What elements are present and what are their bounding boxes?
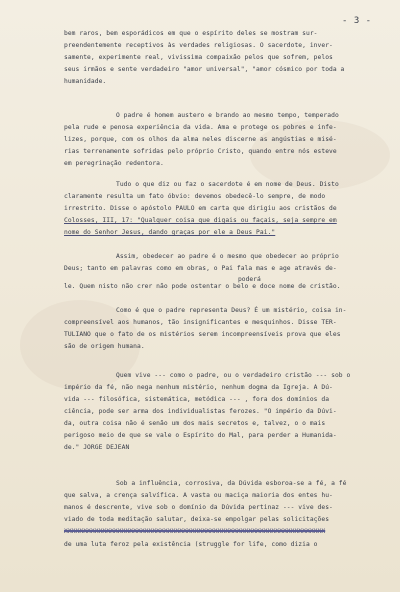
- text-line: Quem vive --- como o padre, ou o verdadeiro cristão --- sob o: [116, 372, 351, 379]
- text-line: de uma luta feroz pela existência (struggle for life, como dizia o: [64, 541, 318, 548]
- text-line: Deus; tanto em palavras como em obras, o Pai fala mas e age através de-: [64, 265, 337, 272]
- text-line: Como é que o padre representa Deus? É um mistério, coisa in-: [116, 307, 347, 314]
- handwritten-insertion: poderá: [238, 276, 261, 283]
- text-line: Sob a influência, corrosiva, da Dúvida esboroa-se a fé, a fé: [116, 480, 347, 487]
- page-number: - 3 -: [342, 16, 372, 26]
- text-line: O padre é homem austero e brando ao mesmo tempo, temperado: [116, 112, 339, 119]
- text-line: de." JORGE DEJEAN: [64, 444, 130, 451]
- text-line-underlined: nome do Senhor Jesus, dando graças por ele a Deus Pai.": [64, 229, 276, 236]
- text-line-underlined: Colosses, III, 17: "Qualquer coisa que digais ou façais, seja sempre em: [64, 217, 337, 224]
- text-line: da, outra coisa não é senão um dos mais secretos e, talvez, o o mais: [64, 420, 326, 427]
- text-line: samente, experimente real, vivissima compaixão pelos que sofrem, pelos: [64, 54, 333, 61]
- text-line: TULIANO que o fato de os mistérios serem incompreensíveis prova que eles: [64, 331, 341, 338]
- text-line: Assim, obedecer ao padre é o mesmo que obedecer ao próprio: [116, 253, 339, 260]
- text-line: preendentemente receptivos às verdades religiosas. O sacerdote, inver-: [64, 42, 333, 49]
- text-line: Tudo o que diz ou faz o sacerdote é em nome de Deus. Disto: [116, 181, 339, 188]
- text-line: império da fé, não nega nenhum mistério, nenhum dogma da Igreja. A Dú-: [64, 384, 333, 391]
- text-line: humanidade.: [64, 78, 107, 85]
- text-line: le. Quem nisto não crer não pode ostentar o belo e doce nome de cristão.: [64, 283, 341, 290]
- text-line: manos é descrente, vive sob o domínio da Dúvida pertinaz --- vive des-: [64, 504, 333, 511]
- text-line: claramente resulta um fato óbvio: devemos obedecê-lo sempre, de modo: [64, 193, 326, 200]
- text-line: vida --- filosófica, sistemática, metódica --- , fora dos domínios da: [64, 396, 330, 403]
- text-line: seus irmãos e sente verdadeiro "amor universal", "amor cósmico por toda a: [64, 66, 345, 73]
- text-line: bem raros, bem esporádicos em que o espírito deles se mostram sur-: [64, 30, 318, 37]
- text-line: que salva, a crença salvífica. A vasta ou maciça maioria dos entes hu-: [64, 492, 333, 499]
- text-line: pela rude e penosa experiência da vida. Ama e protege os pobres e infe-: [64, 124, 337, 131]
- text-line: rias terrenamente sofridas pelo próprio Cristo, quando entre nós esteve: [64, 148, 337, 155]
- text-line: irrestrito. Disse o apóstolo PAULO em carta que dirigiu aos cristãos de: [64, 205, 337, 212]
- text-line: viado de toda meditação salutar, deixa-se empolgar pelas solicitações: [64, 516, 330, 523]
- text-line: em peregrinação redentora.: [64, 160, 164, 167]
- text-line: compreensível aos humanos, tão insignificantes e mesquinhos. Disse TER-: [64, 319, 337, 326]
- struck-out-line: XXXXXXXXXXXXXXXXXXXXXXXXXXXXXXXXXXXXXXXXXXXXXXXXXXXXXXXXXXXXXXXXXXXX: [64, 528, 326, 535]
- text-line: lizes, porque, com os olhos da alma neles discerne as angústias e misé-: [64, 136, 337, 143]
- text-line: ciência, pode ser arma dos individualistas ferozes. "O império da Dúvi-: [64, 408, 337, 415]
- text-line: são de origem humana.: [64, 343, 145, 350]
- text-line: perigoso meio de que se vale o Espírito do Mal, para perder a Humanida-: [64, 432, 337, 439]
